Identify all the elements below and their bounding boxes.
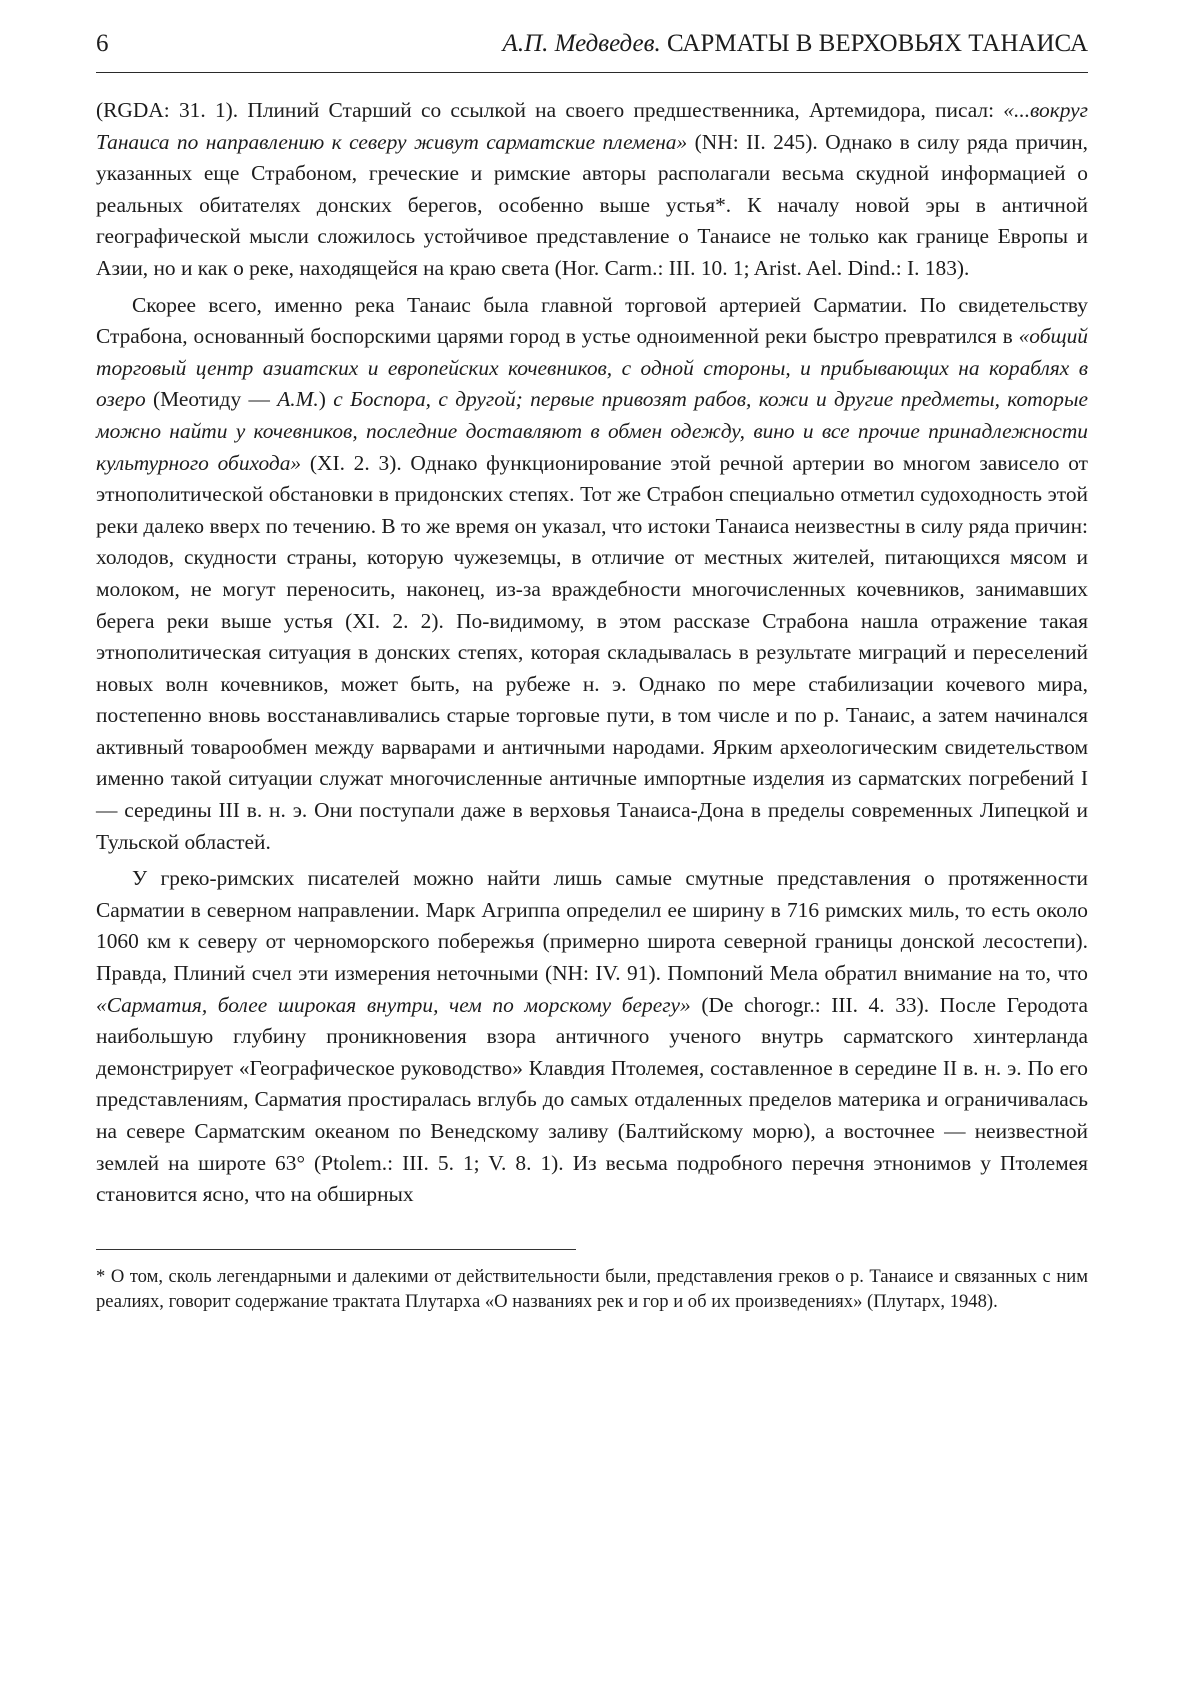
footnote-divider [96,1249,576,1250]
italic-quote: «общий торговый центр азиатских и европейских кочевников, с одной стороны, и прибывающих на кораблях в озеро [96,324,1088,412]
italic-quote: А.М. [277,387,319,412]
text-segment: (XI. 2. 3). Однако функционирование этой речной артерии во многом зависело от этнополитической обстановки в придонских степях. Тот же Страбон специально отметил судоходность этой реки далеко вверх по течению. В то же время он указал, что истоки Танаиса неизвестны в силу ряда причин: холодов, скудности страны, которую чужеземцы, в отличие от местных жителей, питающихся мясом и молоком, не могут переносить, наконец, из-за враждебности многочисленных кочевников, занимавших берега реки выше устья (XI. 2. 2). По-видимому, в этом рассказе Страбона нашла отражение такая этнополитическая ситуация в донских степях, которая складывалась в результате миграций и переселений новых волн кочевников, может быть, на рубеже н. э. Однако по мере стабилизации кочевого мира, постепенно вновь восстанавливались старые торговые пути, в том числе и по р. Танаис, а затем начинался активный товарообмен между варварами и античными народами. Ярким археологическим свидетельством именно такой ситуации служат многочисленные античные импортные изделия из сарматских погребений I — середины III в. н. э. Они поступали даже в верховья Танаиса-Дона в пределы современных Липецкой и Тульской областей. [96,450,1088,854]
running-header [96,30,1088,73]
text-segment: (RGDA: 31. 1). Плиний Старший со ссылкой на своего предшественника, Артемидора, писал: [96,98,1004,122]
book-page [96,30,1088,1670]
italic-quote: с Боспора, с другой; первые привозят рабов, кожи и другие предметы, которые можно найти у кочевников, последние доставляют в обмен одежду, вино и все прочие принадлежности культурного обихода» [96,387,1088,475]
body-text [96,95,1088,1211]
text-segment: У греко-римских писателей можно найти лишь самые смутные представления о протяженности Сарматии в северном направлении. Марк Агриппа определил ее ширину в 716 римских миль, то есть около 1060 км к северу от черноморского побережья (примерно широта северной границы донской лесостепи). Правда, Плиний счел эти измерения неточными (NH: IV. 91). Помпоний Мела обратил внимание на то, что [96,866,1088,986]
page-number: 6 [96,30,109,57]
text-segment: (Меотиду — [145,387,278,412]
header-book-title: САРМАТЫ В ВЕРХОВЬЯХ ТАНАИСА [666,30,1088,57]
running-title [503,30,1088,58]
footnote: * О том, сколь легендарными и далекими от действительности были, представления греков о р. Танаисе и связанных с ним реалиях, говорит содержание трактата Плутарха «О названиях рек и гор и об их произведениях» (Плутарх, 1948). [96,1265,1088,1313]
text-segment: Скорее всего, именно река Танаис была главной торговой артерией Сарматии. По свидетельству Страбона, основанный боспорскими царями город в устье одноименной реки быстро превратился в [96,292,1088,349]
text-segment: (De chorogr.: III. 4. 33). После Геродота наибольшую глубину проникновения взора античного ученого внутрь сарматского хинтерланда демонстрирует «Географическое руководство» Клавдия Птолемея, составленное в середине II в. н. э. По его представлениям, Сарматия простиралась вглубь до самых отдаленных пределов материка и ограничивалась на севере Сарматским океаном по Венедскому заливу (Балтийскому морю), а восточнее — неизвестной землей на широте 63° (Ptolem.: III. 5. 1; V. 8. 1). Из весьма подробного перечня этнонимов у Птолемея становится ясно, что на обширных [96,992,1088,1207]
paragraph [96,863,1088,1211]
paragraph [96,290,1088,859]
italic-quote: «...вокруг Танаиса по направлению к северу живут сарматские племена» [96,98,1088,154]
text-segment: (NH: II. 245). Однако в силу ряда причин, указанных еще Страбоном, греческие и римские авторы располагали весьма скудной информацией о реальных обитателях донских берегов, особенно выше устья*. К началу новой эры в античной географической мысли сложилось устойчивое представление о Танаисе не только как границе Европы и Азии, но и как о реке, находящейся на краю света (Hor. Carm.: III. 10. 1; Arist. Ael. Dind.: I. 183). [96,129,1088,280]
header-author: А.П. Медведев. [502,30,661,57]
italic-quote: «Сарматия, более широкая внутри, чем по морскому берегу» [96,992,691,1017]
paragraph [96,95,1088,285]
text-segment: ) [318,387,334,412]
